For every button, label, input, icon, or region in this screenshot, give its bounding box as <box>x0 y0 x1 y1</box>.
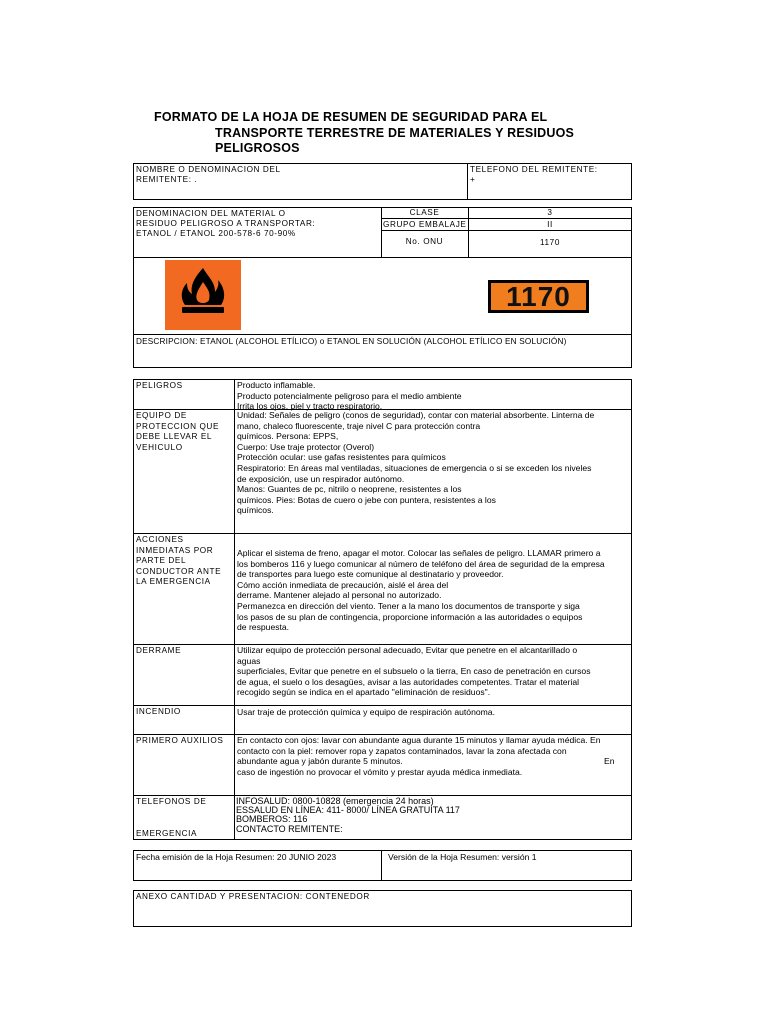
summary-version: Versión de la Hoja Resumen: versión 1 <box>388 852 537 862</box>
emission-date: Fecha emisión de la Hoja Resumen: 20 JUNIO 2023 <box>136 852 337 862</box>
primeros-auxilios-content <box>237 735 629 777</box>
telefonos-label: TELEFONOS DE <box>136 797 207 806</box>
document-title-line-1: FORMATO DE LA HOJA DE RESUMEN DE SEGURIDAD PARA EL <box>154 110 548 124</box>
telefonos-content <box>236 797 628 834</box>
onu-label: No. ONU <box>405 237 444 246</box>
derrame-label: DERRAME <box>136 646 182 655</box>
acciones-line: de respuesta. <box>237 622 290 633</box>
telefono-line: CONTACTO REMITENTE: <box>236 823 343 834</box>
packing-group-label: GRUPO EMBALAJE <box>383 220 467 229</box>
sender-name-label-2: REMITENTE: . <box>136 175 198 184</box>
sender-phone-label: TELEFONO DEL REMITENTE: <box>470 165 598 174</box>
class-value: 3 <box>547 208 553 217</box>
document-title-line-2: TRANSPORTE TERRESTRE DE MATERIALES Y RESIDUOS <box>215 126 575 140</box>
acciones-line: los pasos de su plan de contingencia, proporcione información a las autoridades o equipos <box>237 611 583 622</box>
flame-icon <box>165 260 241 330</box>
acciones-line: Permanezca en dirección del viento. Tener a la mano los documentos de transporte y siga <box>237 600 580 611</box>
equipo-line: Respiratorio: En áreas mal ventiladas, situaciones de emergencia o si se exceden los niveles <box>237 462 592 473</box>
annex-text: ANEXO CANTIDAD Y PRESENTACION: CONTENEDOR <box>136 892 370 901</box>
acciones-line: de transportes para luego este comunique al destinatario y proveedor. <box>237 569 504 580</box>
equipo-content <box>237 410 629 516</box>
derrame-line: de agua, el suelo o los desagües, avisar a las autoridades competentes. Tratar el material <box>237 676 580 687</box>
primeros-auxilios-line: caso de ingestión no provocar el vómito y prestar ayuda médica inmediata. <box>237 766 523 777</box>
un-number-text: 1170 <box>506 281 571 312</box>
packing-group-value: II <box>547 220 553 229</box>
un-number-placard <box>488 280 589 313</box>
equipo-line: Unidad: Señales de peligro (conos de seguridad), contar con material absorbente. Linterna de <box>237 410 595 420</box>
equipo-line: Cuerpo: Use traje protector (Overol) <box>237 441 375 452</box>
telefonos-label-2: EMERGENCIA <box>136 829 198 838</box>
equipo-line: químicos. Persona: EPPS, <box>237 431 339 442</box>
derrame-line: superficiales, Evitar que penetre en el subsuelo o la tierra, En caso de penetración en cursos <box>237 666 591 677</box>
equipo-line: químicos. <box>237 505 274 516</box>
telefono-line: BOMBEROS: 116 <box>236 814 308 825</box>
acciones-content <box>237 548 629 633</box>
material-description: DESCRIPCION: ETANOL (ALCOHOL ETÍLICO) o ETANOL EN SOLUCIÓN (ALCOHOL ETÍLICO EN SOLUCIÓN) <box>136 337 567 346</box>
peligros-line: Producto potencialmente peligroso para el medio ambiente <box>237 390 462 401</box>
acciones-line: derrame. Mantener alejado al personal no autorizado. <box>237 590 442 601</box>
derrame-content <box>237 645 629 698</box>
derrame-line: aguas <box>237 655 261 666</box>
equipo-label: EQUIPO DE PROTECCION QUE DEBE LLEVAR EL VEHICULO <box>136 411 220 452</box>
primeros-auxilios-line: En contacto con ojos: lavar con abundante agua durante 15 minutos y llamar ayuda médica. En <box>237 735 601 745</box>
class-label: CLASE <box>409 208 440 217</box>
derrame-line: recogido según se indica en el apartado "eliminación de residuos". <box>237 687 491 698</box>
sender-name-label: NOMBRE O DENOMINACION DEL <box>136 165 281 174</box>
onu-value: 1170 <box>539 238 560 247</box>
sender-phone-value: + <box>470 175 476 184</box>
incendio-content: Usar traje de protección química y equipo de respiración autónoma. <box>237 707 495 717</box>
telefono-line: ESSALUD EN LÍNEA: 411- 8000/ LÍNEA GRATUITA 117 <box>236 805 460 816</box>
primeros-auxilios-line: abundante agua y jabón durante 5 minutos. En <box>237 756 615 767</box>
document-title-line-3: PELIGROSOS <box>215 141 300 155</box>
equipo-line: Manos: Guantes de pc, nitrilo o neoprene, resistentes a los <box>237 484 462 495</box>
acciones-label: ACCIONES INMEDIATAS POR PARTE DEL CONDUCTOR ANTE LA EMERGENCIA <box>136 535 222 587</box>
peligros-line: Irrita los ojos, piel y tracto respiratorio. <box>237 401 383 412</box>
acciones-line: Aplicar el sistema de freno, apagar el motor. Colocar las señales de peligro. LLAMAR primero a <box>237 548 601 558</box>
telefono-line: INFOSALUD: 0800-10828 (emergencia 24 horas) <box>236 796 434 806</box>
material-label-1: DENOMINACION DEL MATERIAL O <box>136 209 286 218</box>
peligros-line: Producto inflamable. <box>237 380 316 390</box>
acciones-line: Cómo acción inmediata de precaución, aislé el área del <box>237 579 449 590</box>
equipo-line: Protección ocular: use gafas resistentes para químicos <box>237 452 446 463</box>
material-label-2: RESIDUO PELIGROSO A TRANSPORTAR: <box>136 219 316 228</box>
material-name: ETANOL / ETANOL 200-578-6 70-90% <box>136 229 296 238</box>
primeros-auxilios-label: PRIMERO AUXILIOS <box>136 736 224 745</box>
derrame-line: Utilizar equipo de protección personal adecuado, Evitar que penetre en el alcantarillado o <box>237 645 578 655</box>
incendio-label: INCENDIO <box>136 707 181 716</box>
equipo-line: químicos. Pies: Botas de cuero o jebe con puntera, resistentes a los <box>237 494 496 505</box>
equipo-line: mano, chaleco fluorescente, traje nivel C para protección contra <box>237 420 481 431</box>
primeros-auxilios-line: contacto con la piel: remover ropa y zapatos contaminados, lavar la zona afectada con <box>237 745 567 756</box>
peligros-content <box>237 380 629 412</box>
acciones-line: los bomberos 116 y luego comunicar al número de teléfono del área de seguridad de la empresa <box>237 558 605 569</box>
peligros-label: PELIGROS <box>136 381 183 390</box>
equipo-line: de exposición, use un respirador autónomo. <box>237 473 405 484</box>
